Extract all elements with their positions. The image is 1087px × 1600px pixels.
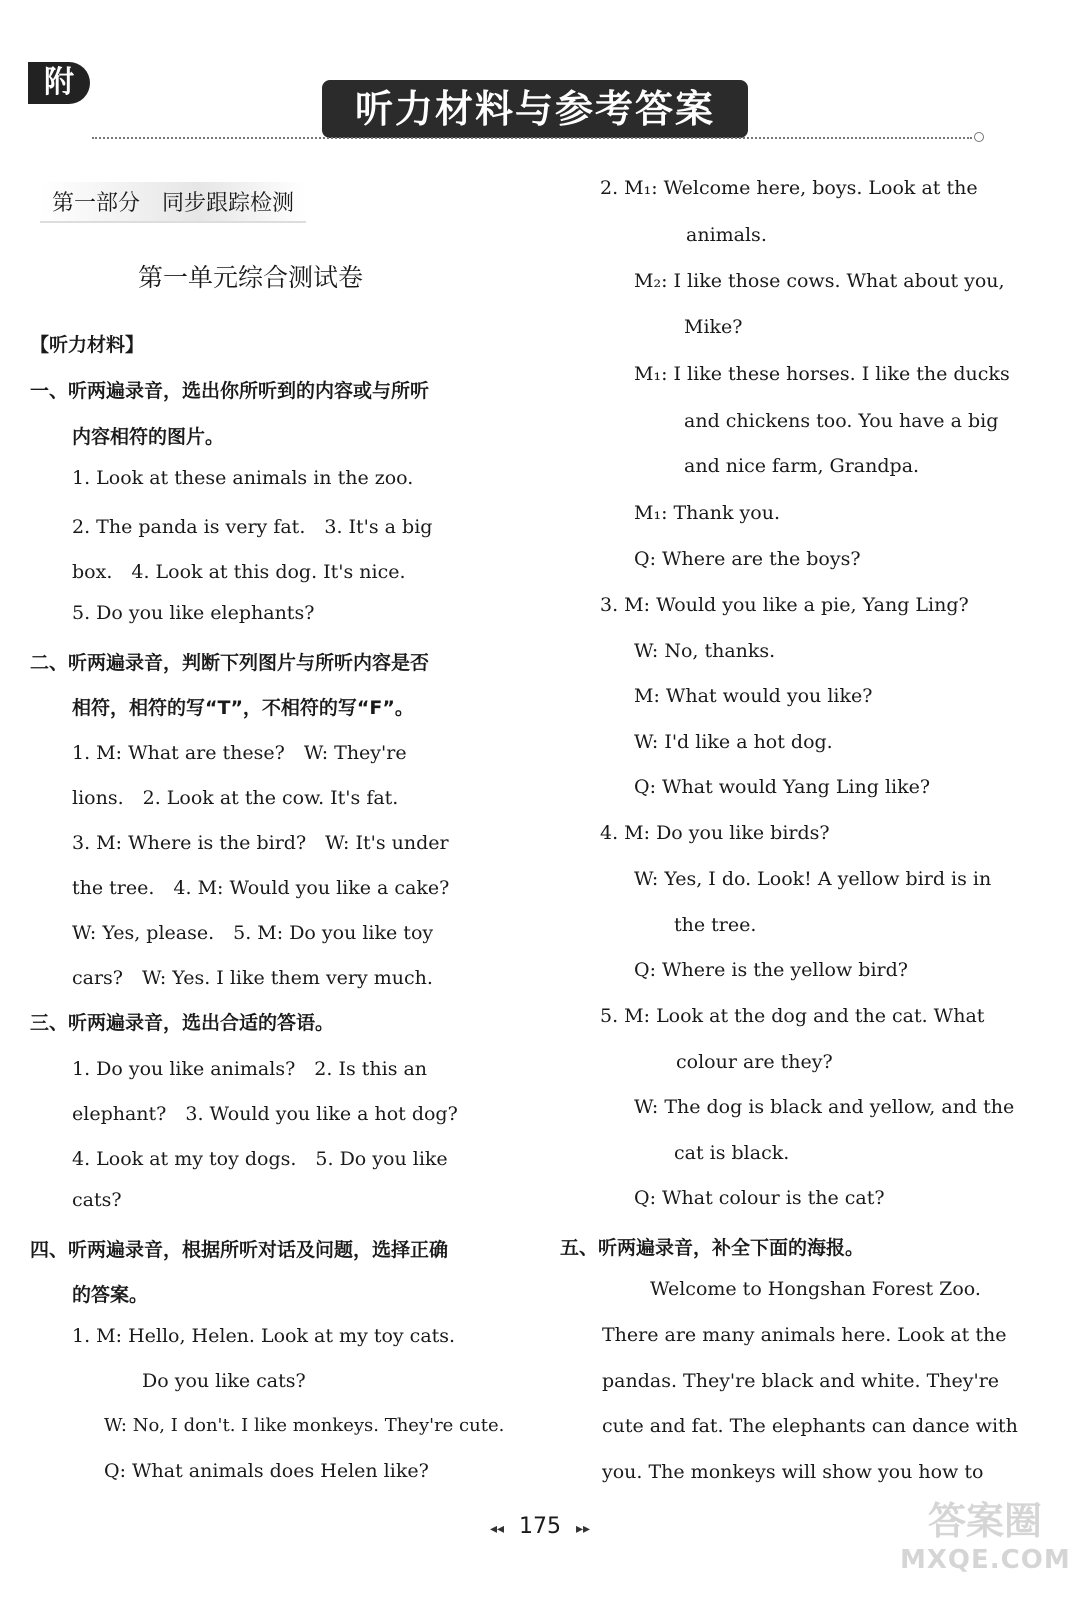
- text-line: 5. Do you like elephants?: [72, 602, 315, 624]
- text-line: animals.: [686, 224, 767, 246]
- text-line: pandas. They're black and white. They're: [602, 1370, 1000, 1392]
- text-line: There are many animals here. Look at the: [602, 1324, 1007, 1346]
- text-line: Q: Where are the boys?: [634, 548, 861, 570]
- section-heading: 五、听两遍录音，补全下面的海报。: [560, 1237, 865, 1259]
- section-label: 【听力材料】: [30, 334, 145, 356]
- watermark-logo: 答案圈: [927, 1499, 1042, 1543]
- header-divider: [92, 137, 972, 139]
- text-line: Do you like cats?: [142, 1370, 306, 1392]
- text-line: M₁: Thank you.: [634, 502, 780, 524]
- left-arrows-icon: ◂◂: [489, 1521, 504, 1537]
- text-line: 1. Look at these animals in the zoo.: [72, 467, 414, 489]
- text-line: cat is black.: [674, 1142, 790, 1164]
- text-line: W: No, I don't. I like monkeys. They're cute.: [104, 1415, 505, 1436]
- text-line: M: What would you like?: [634, 685, 873, 707]
- text-line: Welcome to Hongshan Forest Zoo.: [650, 1278, 981, 1300]
- text-line: 3. M: Would you like a pie, Yang Ling?: [600, 594, 969, 616]
- text-line: 5. M: Look at the dog and the cat. What: [600, 1005, 985, 1027]
- watermark-url: MXQE.COM: [900, 1545, 1071, 1575]
- text-line: Mike?: [684, 316, 743, 338]
- text-line: cars? W: Yes. I like them very much.: [72, 967, 433, 989]
- text-line: 1. M: What are these? W: They're: [72, 742, 407, 764]
- appendix-badge: 附: [28, 62, 90, 104]
- text-line: 3. M: Where is the bird? W: It's under: [72, 832, 449, 854]
- text-line: the tree. 4. M: Would you like a cake?: [72, 877, 450, 899]
- watermark: [900, 1490, 1070, 1590]
- section-heading-cont: 内容相符的图片。: [72, 426, 225, 448]
- text-line: W: I'd like a hot dog.: [634, 731, 833, 753]
- section-heading-cont: 的答案。: [72, 1284, 149, 1306]
- text-line: M₂: I like those cows. What about you,: [634, 270, 1005, 292]
- text-line: box. 4. Look at this dog. It's nice.: [72, 561, 406, 583]
- text-line: 2. The panda is very fat. 3. It's a big: [72, 516, 433, 538]
- section-heading: 一、听两遍录音，选出你所听到的内容或与所听: [30, 380, 430, 402]
- unit-title: 第一单元综合测试卷: [138, 263, 364, 292]
- page-number: 175: [519, 1514, 561, 1539]
- text-line: M₁: I like these horses. I like the ducks: [634, 363, 1010, 385]
- text-line: W: The dog is black and yellow, and the: [634, 1096, 1015, 1118]
- text-line: and chickens too. You have a big: [684, 410, 999, 432]
- text-line: Q: What would Yang Ling like?: [634, 776, 931, 798]
- page-number-footer: [460, 1514, 620, 1539]
- text-line: 4. Look at my toy dogs. 5. Do you like: [72, 1148, 448, 1170]
- text-line: 1. M: Hello, Helen. Look at my toy cats.: [72, 1325, 456, 1347]
- text-line: Q: What colour is the cat?: [634, 1187, 885, 1209]
- right-arrows-icon: ▸▸: [576, 1521, 591, 1537]
- section-heading-cont: 相符，相符的写“T”，不相符的写“F”。: [72, 697, 414, 719]
- text-line: 2. M₁: Welcome here, boys. Look at the: [600, 177, 978, 199]
- text-line: cats?: [72, 1189, 122, 1211]
- text-line: and nice farm, Grandpa.: [684, 455, 920, 477]
- text-line: elephant? 3. Would you like a hot dog?: [72, 1103, 458, 1125]
- text-line: Q: Where is the yellow bird?: [634, 959, 908, 981]
- divider-end-circle: [974, 132, 984, 142]
- section-heading: 四、听两遍录音，根据所听对话及问题，选择正确: [30, 1239, 449, 1261]
- text-line: 4. M: Do you like birds?: [600, 822, 830, 844]
- text-line: W: Yes, please. 5. M: Do you like toy: [72, 922, 434, 944]
- part-title: 第一部分 同步跟踪检测: [40, 182, 306, 223]
- text-line: W: No, thanks.: [634, 640, 776, 662]
- text-line: cute and fat. The elephants can dance with: [602, 1415, 1018, 1437]
- text-line: W: Yes, I do. Look! A yellow bird is in: [634, 868, 992, 890]
- text-line: you. The monkeys will show you how to: [602, 1461, 984, 1483]
- page-title: 听力材料与参考答案: [322, 80, 748, 138]
- text-line: Q: What animals does Helen like?: [104, 1460, 429, 1482]
- text-line: 1. Do you like animals? 2. Is this an: [72, 1058, 428, 1080]
- text-line: the tree.: [674, 914, 757, 936]
- section-heading: 三、听两遍录音，选出合适的答语。: [30, 1012, 335, 1034]
- section-heading: 二、听两遍录音，判断下列图片与所听内容是否: [30, 652, 430, 674]
- text-line: lions. 2. Look at the cow. It's fat.: [72, 787, 399, 809]
- text-line: colour are they?: [676, 1051, 833, 1073]
